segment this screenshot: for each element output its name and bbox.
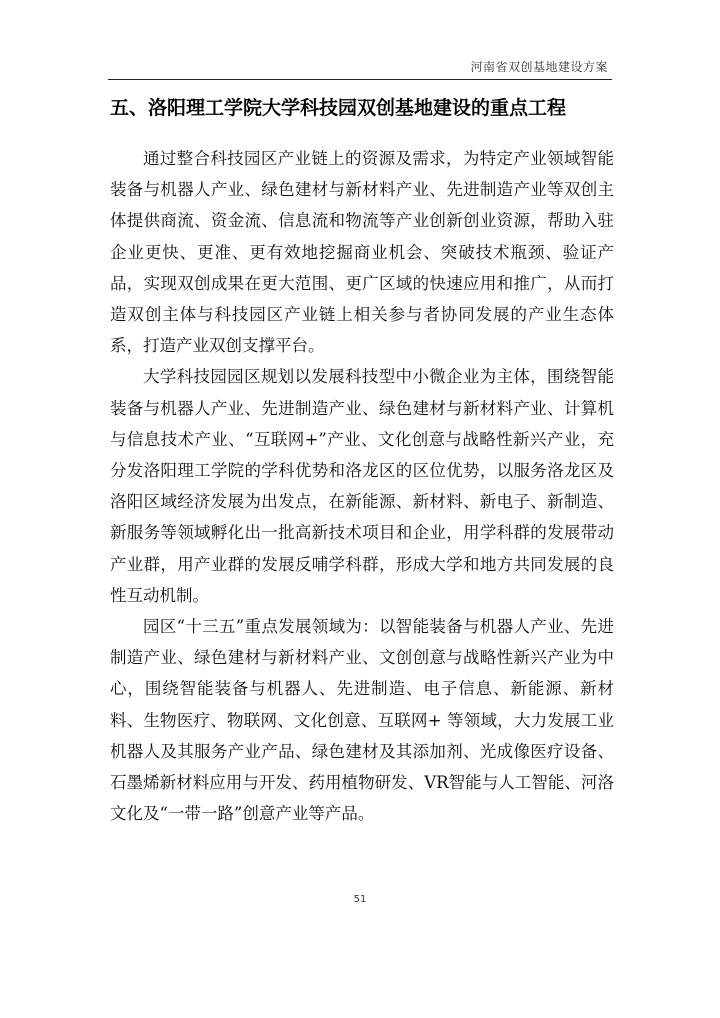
running-header: 河南省双创基地建设方案: [470, 60, 608, 74]
paragraph-1: 通过整合科技园区产业链上的资源及需求，为特定产业领域智能装备与机器人产业、绿色建材与新材料产业、先进制造产业等双创主体提供商流、资金流、信息流和物流等产业创新创业资源，帮助入驻企业更快、更准、更有效地挖掘商业机会、突破技术瓶颈、验证产品，实现双创成果在更大范围、更广区域的快速应用和推广，从而打造双创主体与科技园区产业链上相关参与者协同发展的产业生态体系，打造产业双创支撑平台。: [110, 149, 614, 356]
body-text: [110, 143, 614, 829]
section-title: 五、洛阳理工学院大学科技园双创基地建设的重点工程: [110, 97, 567, 119]
paragraph-3: 园区“十三五”重点发展领域为：以智能装备与机器人产业、先进制造产业、绿色建材与新材料产业、文创创意与战略性新兴产业为中心，围绕智能装备与机器人、先进制造、电子信息、新能源、新材料、生物医疗、物联网、文化创意、互联网+ 等领域，大力发展工业机器人及其服务产业产品、绿色建材及其添加剂、光成像医疗设备、石墨烯新材料应用与开发、药用植物研发、VR智能与人工智能、河洛文化及“一带一路”创意产业等产品。: [110, 617, 614, 824]
paragraph-2: 大学科技园园区规划以发展科技型中小微企业为主体，围绕智能装备与机器人产业、先进制造产业、绿色建材与新材料产业、计算机与信息技术产业、“互联网+”产业、文化创意与战略性新兴产业，充分发洛阳理工学院的学科优势和洛龙区的区位优势，以服务洛龙区及洛阳区域经济发展为出发点，在新能源、新材料、新电子、新制造、新服务等领域孵化出一批高新技术项目和企业，用学科群的发展带动产业群，用产业群的发展反哺学科群，形成大学和地方共同发展的良性互动机制。: [110, 367, 614, 605]
header-rule: [108, 79, 612, 80]
page-number: 51: [353, 894, 367, 905]
